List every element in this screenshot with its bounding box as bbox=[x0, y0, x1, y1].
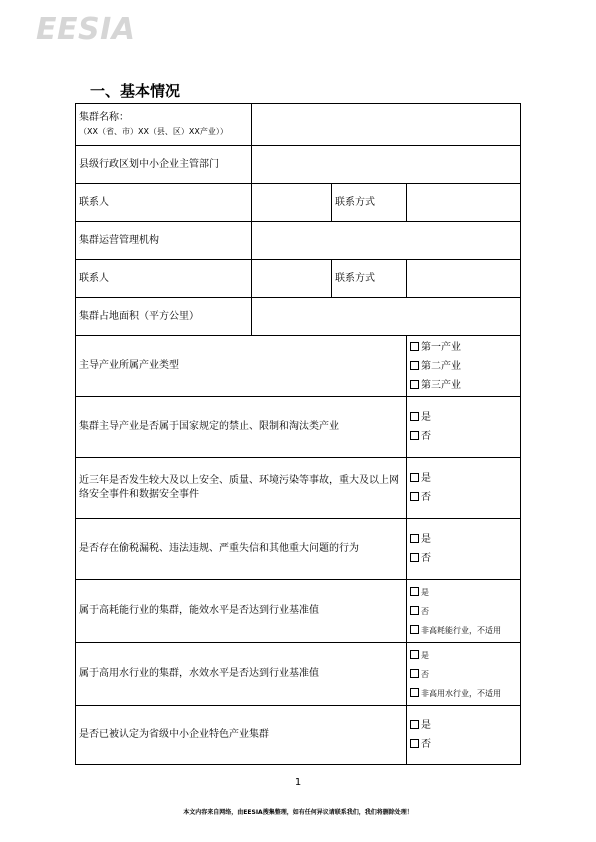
checkbox-icon[interactable] bbox=[410, 625, 419, 634]
contact-person-label-1: 联系人 bbox=[76, 184, 252, 222]
contact-method-field-1[interactable] bbox=[407, 184, 521, 222]
cluster-name-hint: （XX（省、市）XX（县、区）XX产业）） bbox=[79, 126, 228, 136]
no-option[interactable]: 否 bbox=[410, 427, 517, 446]
prohibited-options bbox=[407, 397, 521, 458]
accident-label: 近三年是否发生较大及以上安全、质量、环境污染等事故，重大及以上网络安全事件和数据安全事件 bbox=[76, 458, 407, 519]
industry-option-2[interactable]: 第二产业 bbox=[410, 357, 517, 376]
checkbox-icon[interactable] bbox=[410, 342, 419, 351]
area-field[interactable] bbox=[252, 298, 521, 336]
operator-label: 集群运营管理机构 bbox=[76, 222, 252, 260]
industry-type-label: 主导产业所属产业类型 bbox=[76, 336, 407, 397]
contact-method-field-2[interactable] bbox=[407, 260, 521, 298]
cluster-name-field[interactable] bbox=[252, 104, 521, 146]
contact-person-field-1[interactable] bbox=[252, 184, 332, 222]
industry-option-3[interactable]: 第三产业 bbox=[410, 376, 517, 395]
contact-method-label-1: 联系方式 bbox=[332, 184, 407, 222]
not-applicable-option[interactable]: 非高用水行业，不适用 bbox=[410, 684, 517, 703]
industry-option-1[interactable]: 第一产业 bbox=[410, 338, 517, 357]
energy-options bbox=[407, 580, 521, 643]
no-option[interactable]: 否 bbox=[410, 602, 517, 621]
checkbox-icon[interactable] bbox=[410, 412, 419, 421]
not-applicable-option[interactable]: 非高耗能行业，不适用 bbox=[410, 621, 517, 640]
featured-label: 是否已被认定为省级中小企业特色产业集群 bbox=[76, 706, 407, 765]
dept-field[interactable] bbox=[252, 146, 521, 184]
yes-option[interactable]: 是 bbox=[410, 408, 517, 427]
checkbox-icon[interactable] bbox=[410, 688, 419, 697]
energy-label: 属于高耗能行业的集群，能效水平是否达到行业基准值 bbox=[76, 580, 407, 643]
no-option[interactable]: 否 bbox=[410, 665, 517, 684]
area-label: 集群占地面积（平方公里） bbox=[76, 298, 252, 336]
water-options bbox=[407, 643, 521, 706]
yes-option[interactable]: 是 bbox=[410, 716, 517, 735]
contact-person-label-2: 联系人 bbox=[76, 260, 252, 298]
checkbox-icon[interactable] bbox=[410, 431, 419, 440]
cluster-name-label: 集群名称： bbox=[79, 111, 129, 123]
checkbox-icon[interactable] bbox=[410, 606, 419, 615]
operator-field[interactable] bbox=[252, 222, 521, 260]
dept-label: 县级行政区划中小企业主管部门 bbox=[76, 146, 252, 184]
no-option[interactable]: 否 bbox=[410, 549, 517, 568]
checkbox-icon[interactable] bbox=[410, 473, 419, 482]
featured-options bbox=[407, 706, 521, 765]
yes-option[interactable]: 是 bbox=[410, 530, 517, 549]
yes-option[interactable]: 是 bbox=[410, 583, 517, 602]
checkbox-icon[interactable] bbox=[410, 534, 419, 543]
industry-type-options bbox=[407, 336, 521, 397]
tax-options bbox=[407, 519, 521, 580]
eesia-logo: EESIA bbox=[36, 12, 136, 47]
checkbox-icon[interactable] bbox=[410, 720, 419, 729]
checkbox-icon[interactable] bbox=[410, 361, 419, 370]
checkbox-icon[interactable] bbox=[410, 380, 419, 389]
checkbox-icon[interactable] bbox=[410, 650, 419, 659]
prohibited-label: 集群主导产业是否属于国家规定的禁止、限制和淘汰类产业 bbox=[76, 397, 407, 458]
yes-option[interactable]: 是 bbox=[410, 646, 517, 665]
contact-method-label-2: 联系方式 bbox=[332, 260, 407, 298]
no-option[interactable]: 否 bbox=[410, 488, 517, 507]
checkbox-icon[interactable] bbox=[410, 587, 419, 596]
accident-options bbox=[407, 458, 521, 519]
water-label: 属于高用水行业的集群，水效水平是否达到行业基准值 bbox=[76, 643, 407, 706]
no-option[interactable]: 否 bbox=[410, 735, 517, 754]
footer-disclaimer: 本文内容来自网络，由EESIA搜集整理，如有任何异议请联系我们，我们将删除处理！ bbox=[183, 809, 413, 816]
checkbox-icon[interactable] bbox=[410, 492, 419, 501]
page-number: 1 bbox=[294, 777, 302, 788]
contact-person-field-2[interactable] bbox=[252, 260, 332, 298]
tax-label: 是否存在偷税漏税、违法违规、严重失信和其他重大问题的行为 bbox=[76, 519, 407, 580]
checkbox-icon[interactable] bbox=[410, 739, 419, 748]
yes-option[interactable]: 是 bbox=[410, 469, 517, 488]
checkbox-icon[interactable] bbox=[410, 669, 419, 678]
checkbox-icon[interactable] bbox=[410, 553, 419, 562]
cluster-name-label-cell bbox=[76, 104, 252, 146]
section-title: 一、基本情况 bbox=[90, 82, 181, 100]
basic-info-form bbox=[75, 103, 521, 765]
